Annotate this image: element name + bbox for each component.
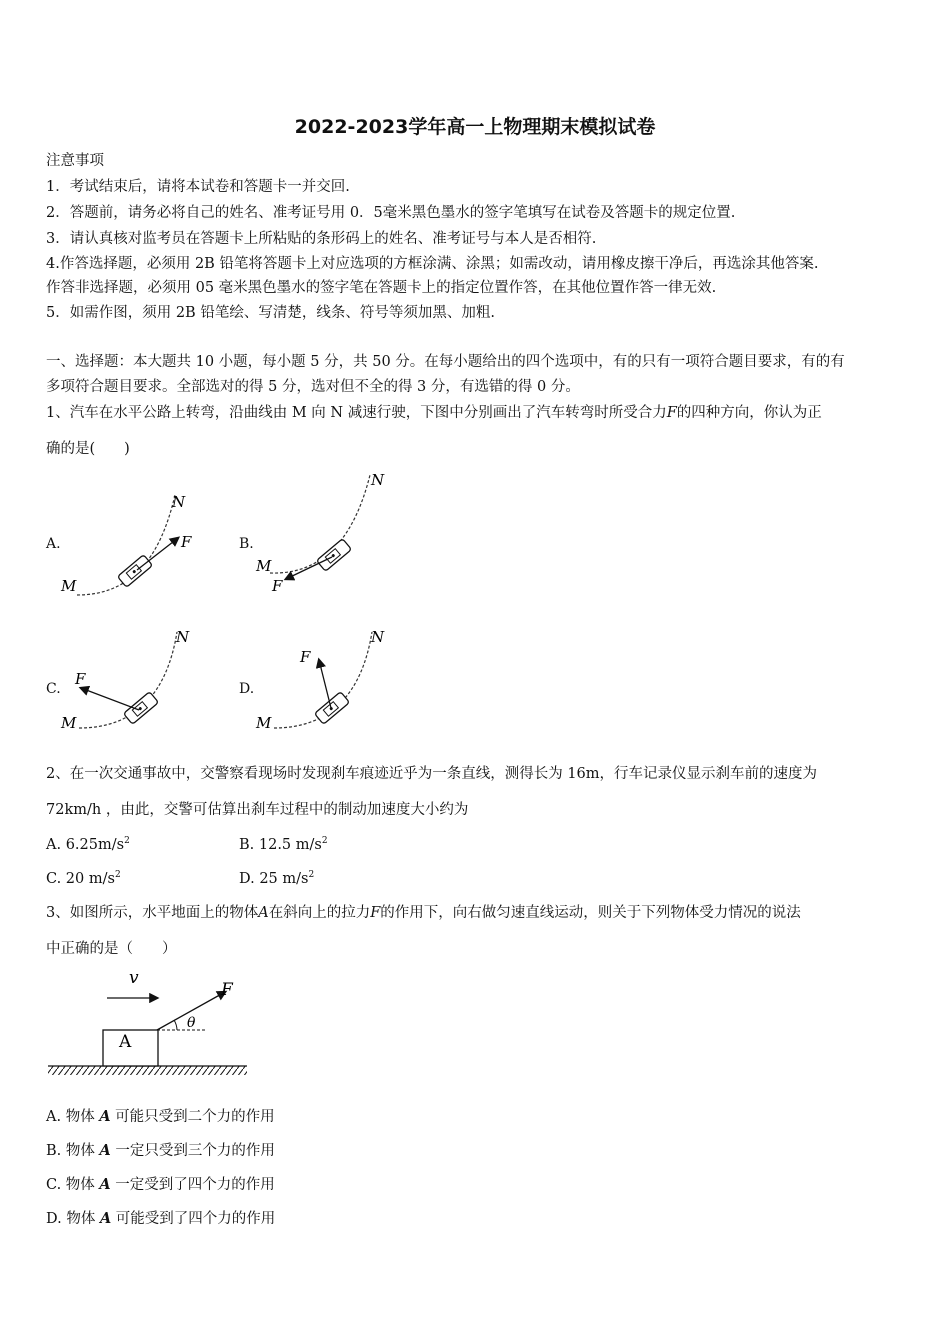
diagram-option-a [55, 485, 215, 605]
point-m-label: M [61, 714, 77, 732]
diagram-option-c [55, 624, 215, 739]
diagram-option-d [250, 624, 410, 739]
question-1-stem: 1、汽车在水平公路上转弯，沿曲线由 M 向 N 减速行驶，下图中分别画出了汽车转弯时所受合力F的四种方向，你认为正 [46, 405, 822, 421]
force-label: F [300, 648, 311, 666]
notice-item: 3．请认真核对监考员在答题卡上所粘贴的条形码上的姓名、准考证号与本人是否相符. [46, 231, 597, 247]
force-label: F [181, 533, 192, 551]
notice-item: 4.作答选择题，必须用 2B 铅笔将答题卡上对应选项的方框涂满、涂黑；如需改动，请用橡皮擦干净后，再选涂其他答案. [46, 256, 819, 272]
force-label: F [221, 980, 233, 1000]
point-m-label: M [256, 557, 272, 575]
point-n-label: N [176, 628, 190, 646]
question-3-option-d: D. 物体 A 可能受到了四个力的作用 [46, 1210, 276, 1227]
option-a-label: A. [46, 536, 61, 552]
question-3-stem: 中正确的是（ ） [46, 941, 177, 957]
force-label: F [272, 577, 283, 595]
angle-label: θ [187, 1015, 196, 1031]
question-3-option-a: A. 物体 A 可能只受到二个力的作用 [46, 1108, 275, 1125]
notice-heading: 注意事项 [46, 153, 104, 169]
diagram-question-3 [45, 965, 255, 1080]
question-2-stem: 72km/h ，由此，交警可估算出刹车过程中的制动加速度大小约为 [46, 802, 469, 818]
question-3-option-b: B. 物体 A 一定只受到三个力的作用 [46, 1142, 275, 1159]
notice-item: 5．如需作图，须用 2B 铅笔绘、写清楚，线条、符号等须加黑、加粗. [46, 305, 495, 321]
notice-item: 1．考试结束后，请将本试卷和答题卡一并交回. [46, 179, 350, 195]
point-n-label: N [172, 493, 186, 511]
section-instructions: 多项符合题目要求。全部选对的得 5 分，选对但不全的得 3 分，有选错的得 0 分。 [46, 379, 580, 395]
option-b-label: B. [239, 536, 254, 552]
point-m-label: M [61, 577, 77, 595]
question-2-option-d: D. 25 $m/s^2$ [239, 870, 315, 887]
page-title: 2022-2023学年高一上物理期末模拟试卷 [294, 116, 656, 138]
point-m-label: M [256, 714, 272, 732]
block-label: A [119, 1032, 132, 1052]
question-2-option-c: C. 20 $m/s^2$ [46, 870, 121, 887]
diagram-option-b [250, 465, 410, 600]
question-1-stem: 确的是( ) [46, 441, 130, 457]
velocity-label: v [129, 968, 139, 988]
question-3-option-c: C. 物体 A 一定受到了四个力的作用 [46, 1176, 275, 1193]
option-d-label: D. [239, 681, 255, 697]
point-n-label: N [371, 628, 385, 646]
notice-item: 2．答题前，请务必将自己的姓名、准考证号用 0．5毫米黑色墨水的签字笔填写在试卷及答题卡的规定位置. [46, 205, 736, 221]
question-2-stem: 2、在一次交通事故中，交警察看现场时发现刹车痕迹近乎为一条直线，测得长为 16m，行车记录仪显示刹车前的速度为 [46, 766, 818, 782]
force-label: F [75, 670, 86, 688]
point-n-label: N [371, 471, 385, 489]
question-2-option-a: A. $6.25m/s^2$ [46, 836, 130, 853]
question-2-option-b: B. 12.5 $m/s^2$ [239, 836, 328, 853]
notice-item: 作答非选择题，必须用 05 毫米黑色墨水的签字笔在答题卡上的指定位置作答，在其他位置作答一律无效. [46, 280, 717, 296]
section-instructions: 一、选择题：本大题共 10 小题，每小题 5 分，共 50 分。在每小题给出的四个选项中，有的只有一项符合题目要求，有的有 [46, 354, 845, 370]
question-3-stem: 3、如图所示，水平地面上的物体A在斜向上的拉力F的作用下，向右做匀速直线运动，则关于下列物体受力情况的说法 [46, 905, 801, 921]
option-c-label: C. [46, 681, 61, 697]
